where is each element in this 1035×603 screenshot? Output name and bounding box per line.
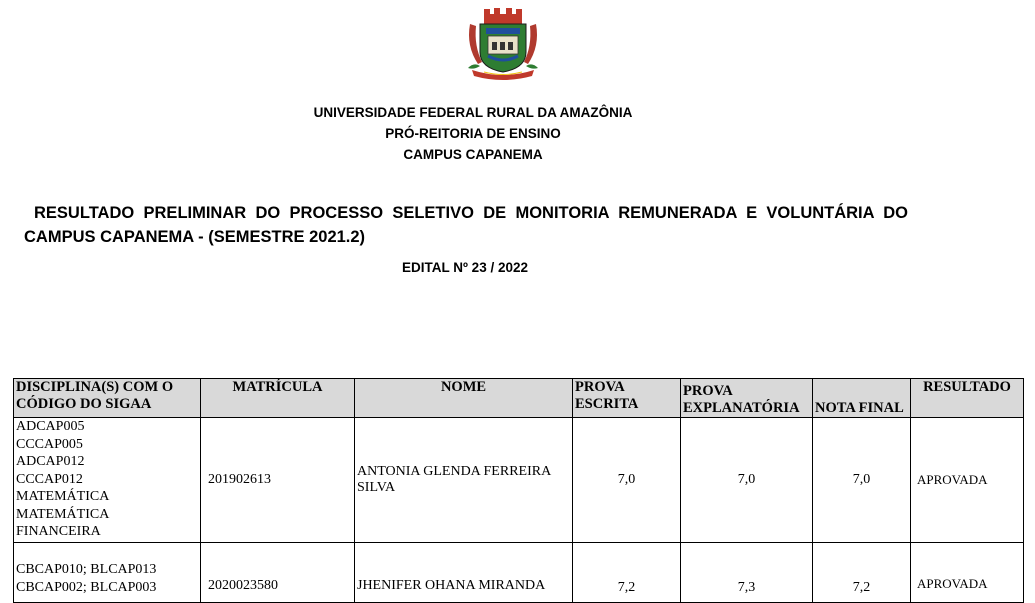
campus-name: CAMPUS CAPANEMA — [403, 147, 543, 162]
prova-explanatoria-cell: 7,3 — [681, 543, 813, 603]
institution-name: UNIVERSIDADE FEDERAL RURAL DA AMAZÔNIA — [313, 105, 633, 120]
header-disciplinas: DISCIPLINA(S) COM O CÓDIGO DO SIGAA — [14, 379, 201, 418]
matricula-cell: 2020023580 — [201, 543, 355, 603]
disciplina-name: FINANCEIRA — [16, 524, 101, 539]
disciplina-code: ADCAP012 — [16, 454, 85, 469]
disciplina-name: MATEMÁTICA — [16, 489, 110, 504]
header-matricula: MATRÍCULA — [201, 379, 355, 418]
table-row — [14, 418, 1024, 543]
nota-final-cell: 7,0 — [813, 418, 911, 543]
disciplina-code: CCCAP005 — [16, 436, 83, 452]
disciplina-code: CBCAP010; BLCAP013 — [16, 562, 157, 577]
nome-cell: JHENIFER OHANA MIRANDA — [355, 543, 573, 603]
department-name: PRÓ-REITORIA DE ENSINO — [385, 126, 561, 141]
table-row — [14, 543, 1024, 603]
nota-final-cell: 7,2 — [813, 543, 911, 603]
header-prova-escrita: PROVA ESCRITA — [573, 379, 681, 418]
prova-explanatoria-cell: 7,0 — [681, 418, 813, 543]
header-prova-explanatoria: PROVA EXPLANATÓRIA — [681, 379, 813, 418]
header-resultado: RESULTADO — [911, 379, 1024, 418]
resultado-cell: APROVADA — [911, 418, 1024, 543]
nome-cell: ANTONIA GLENDA FERREIRA SILVA — [355, 418, 573, 543]
disciplinas-cell — [14, 543, 201, 603]
university-crest-logo — [462, 6, 544, 82]
document-title: RESULTADO PRELIMINAR DO PROCESSO SELETIVO DE MONITORIA REMUNERADA E VOLUNTÁRIA DO CAMPUS CAPANEMA - (SEMESTRE 2021.2) — [24, 204, 908, 246]
disciplina-name: MATEMÁTICA — [16, 506, 110, 522]
resultado-cell: APROVADA — [911, 543, 1024, 603]
disciplina-code: CBCAP002; BLCAP003 — [16, 579, 157, 595]
header-nome: NOME — [355, 379, 573, 418]
disciplinas-cell — [14, 418, 201, 543]
header-nota-final: NOTA FINAL — [813, 379, 911, 418]
matricula-cell: 201902613 — [201, 418, 355, 543]
edital-number: EDITAL Nº 23 / 2022 — [402, 260, 528, 275]
results-table — [13, 378, 1024, 603]
table-header-row — [14, 379, 1024, 418]
disciplina-code: ADCAP005 — [16, 419, 85, 434]
prova-escrita-cell: 7,0 — [573, 418, 681, 543]
prova-escrita-cell: 7,2 — [573, 543, 681, 603]
disciplina-code: CCCAP012 — [16, 471, 83, 487]
